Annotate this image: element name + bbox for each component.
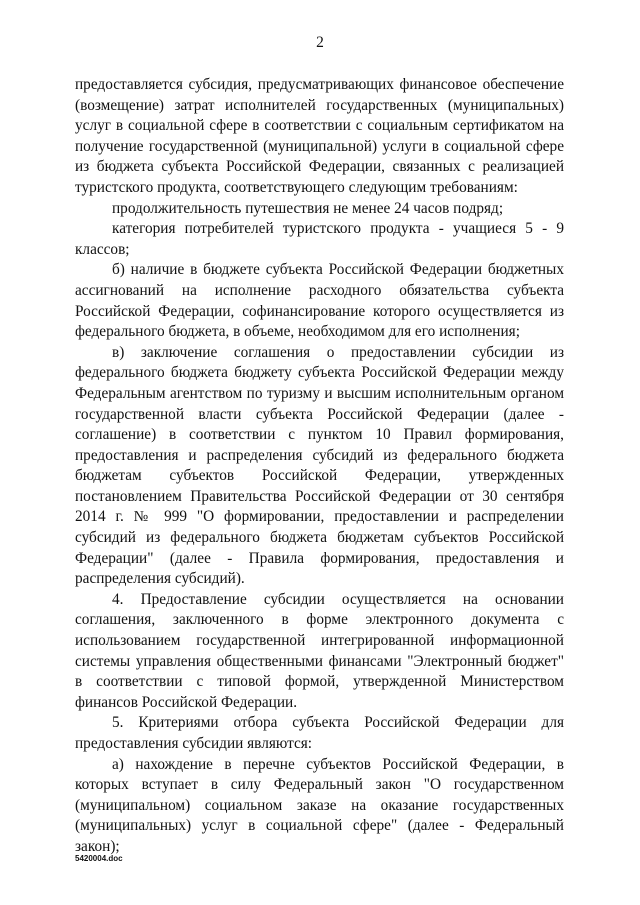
footer-filename: 5420004.doc	[75, 854, 123, 863]
paragraph: 5. Критериями отбора субъекта Российской Федерации для предоставления субсидии являются:	[75, 714, 564, 752]
paragraph: в) заключение соглашения о предоставлении субсидии из федерального бюджета бюджету субъекта Российской Федерации между Федеральным агентством по туризму и высшим исполнительным органом государственной власти субъекта Российской Федерации (далее - соглашение) в соответствии с пунктом 10 Правил формирования, предоставления и распределения субсидий из федерального бюджета бюджетам субъектов Российской Федерации, утвержденных постановлением Правительства Российской Федерации от 30 сентября 2014 г. № 999 "О формировании, предоставлении и распределении субсидий из федерального бюджета бюджетам субъектов Российской Федерации" (далее - Правила формирования, предоставления и распределения субсидий).	[75, 343, 564, 588]
paragraph: категория потребителей туристского продукта - учащиеся 5 - 9 классов;	[75, 220, 564, 258]
document-body	[75, 75, 564, 858]
page-number: 2	[316, 34, 324, 51]
paragraph: продолжительность путешествия не менее 24 часов подряд;	[112, 199, 504, 217]
paragraph: предоставляется субсидия, предусматривающих финансовое обеспечение (возмещение) затрат исполнителей государственных (муниципальных) услуг в социальной сфере в соответствии с социальным сертификатом на получение государственной (муниципальной) услуги в социальной сфере из бюджета субъекта Российской Федерации, связанных с реализацией туристского продукта, соответствующего следующим требованиям:	[75, 76, 564, 196]
paragraph: 4. Предоставление субсидии осуществляется на основании соглашения, заключенного в форме электронного документа с использованием государственной интегрированной информационной системы управления общественными финансами "Электронный бюджет" в соответствии с типовой формой, утвержденной Министерством финансов Российской Федерации.	[75, 590, 564, 711]
paragraph: а) нахождение в перечне субъектов Российской Федерации, в которых вступает в силу Федеральный закон "О государственном (муниципальном) социальном заказе на оказание государственных (муниципальных) услуг в социальной сфере" (далее - Федеральный закон);	[75, 755, 564, 855]
paragraph: б) наличие в бюджете субъекта Российской Федерации бюджетных ассигнований на исполнение расходного обязательства субъекта Российской Федерации, софинансирование которого осуществляется из федерального бюджета, в объеме, необходимом для его исполнения;	[75, 261, 564, 341]
